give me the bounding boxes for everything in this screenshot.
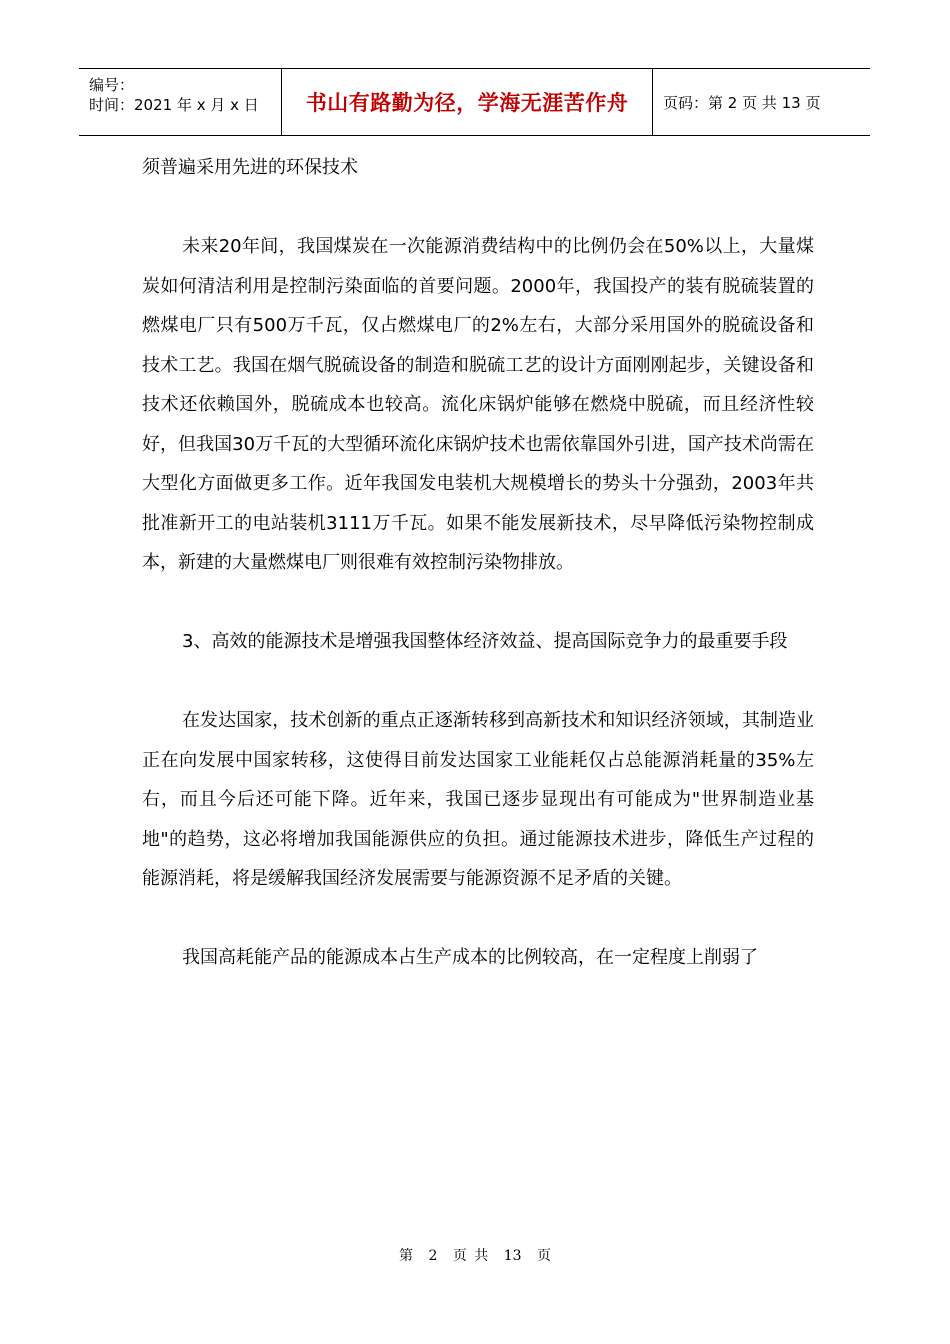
paragraph-energy-cost: 我国高耗能产品的能源成本占生产成本的比例较高，在一定程度上削弱了 xyxy=(182,947,758,968)
page-header xyxy=(79,68,870,136)
footer-page: 2 xyxy=(428,1248,438,1264)
page-footer xyxy=(0,1245,950,1265)
section-heading-3: 3、高效的能源技术是增强我国整体经济效益、提高国际竞争力的最重要手段 xyxy=(182,631,788,652)
header-page-number: 页码：第 2 页 共 13 页 xyxy=(663,93,821,112)
doc-date-label: 时间：2021 年 x 月 x 日 xyxy=(89,96,259,114)
header-meta xyxy=(79,69,281,135)
paragraph-continuation: 须普遍采用先进的环保技术 xyxy=(142,157,358,178)
footer-prefix: 第 xyxy=(398,1248,413,1264)
document-body xyxy=(142,148,814,978)
paragraph-coal-pollution: 未来20年间，我国煤炭在一次能源消费结构中的比例仍会在50%以上，大量煤炭如何清洁利用是控制污染面临的首要问题。2000年，我国投产的装有脱硫装置的燃煤电厂只有500万千瓦，仅占燃煤电厂的2%左右，大部分采用国外的脱硫设备和技术工艺。我国在烟气脱硫设备的制造和脱硫工艺的设计方面刚刚起步，关键设备和技术还依赖国外，脱硫成本也较高。流化床锅炉能够在燃烧中脱硫，而且经济性较好，但我国30万千瓦的大型循环流化床锅炉技术也需依靠国外引进，国产技术尚需在大型化方面做更多工作。近年我国发电装机大规模增长的势头十分强劲，2003年共批准新开工的电站装机3111万千瓦。如果不能发展新技术，尽早降低污染物控制成本，新建的大量燃煤电厂则很难有效控制污染物排放。 xyxy=(142,236,814,573)
doc-number-label: 编号： xyxy=(89,76,135,94)
paragraph-developed-countries: 在发达国家，技术创新的重点正逐渐转移到高新技术和知识经济领域，其制造业正在向发展中国家转移，这使得目前发达国家工业能耗仅占总能源消耗量的35%左右，而且今后还可能下降。近年来，我国已逐步显现出有可能成为"世界制造业基地"的趋势，这必将增加我国能源供应的负担。通过能源技术进步，降低生产过程的能源消耗，将是缓解我国经济发展需要与能源资源不足矛盾的关键。 xyxy=(142,710,814,889)
footer-total: 13 xyxy=(503,1248,522,1264)
header-motto: 书山有路勤为径，学海无涯苦作舟 xyxy=(281,69,653,135)
footer-suffix: 页 xyxy=(537,1248,551,1264)
footer-mid: 页 共 xyxy=(452,1248,489,1264)
